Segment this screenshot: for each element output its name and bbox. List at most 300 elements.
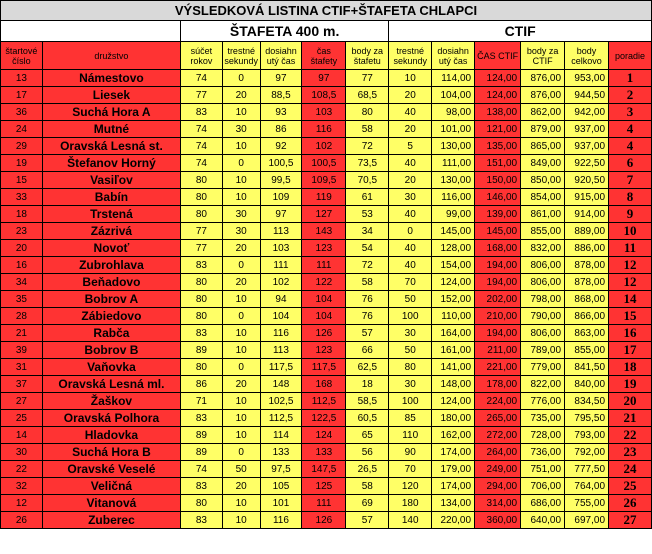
cell-ctif-points: 776,00: [521, 393, 565, 410]
cell-ctif-achieved: 161,00: [432, 342, 475, 359]
cell-age-sum: 89: [181, 444, 223, 461]
cell-team: Oravské Veselé: [42, 461, 180, 478]
cell-relay-time: 104: [302, 291, 346, 308]
cell-relay-points: 58: [346, 478, 389, 495]
cell-team: Vitanová: [42, 495, 180, 512]
cell-ctif-time: 265,00: [475, 410, 521, 427]
cell-relay-time: 122,5: [302, 410, 346, 427]
cell-ctif-time: 121,00: [475, 121, 521, 138]
cell-achieved-time: 113: [260, 342, 302, 359]
cell-rank: 3: [609, 104, 652, 121]
cell-age-sum: 74: [181, 121, 223, 138]
cell-total-points: 793,00: [565, 427, 609, 444]
cell-ctif-points: 798,00: [521, 291, 565, 308]
cell-ctif-penalty: 85: [389, 410, 432, 427]
cell-ctif-penalty: 100: [389, 308, 432, 325]
cell-penalty-seconds: 0: [222, 308, 260, 325]
cell-relay-points: 72: [346, 257, 389, 274]
cell-start-number: 23: [1, 223, 43, 240]
cell-age-sum: 86: [181, 376, 223, 393]
cell-start-number: 30: [1, 444, 43, 461]
table-row: [1, 87, 652, 104]
cell-ctif-points: 806,00: [521, 257, 565, 274]
cell-achieved-time: 101: [260, 495, 302, 512]
cell-achieved-time: 97,5: [260, 461, 302, 478]
cell-ctif-penalty: 50: [389, 342, 432, 359]
cell-age-sum: 80: [181, 189, 223, 206]
cell-relay-points: 62,5: [346, 359, 389, 376]
cell-ctif-points: 879,00: [521, 121, 565, 138]
cell-ctif-time: 249,00: [475, 461, 521, 478]
cell-relay-time: 112,5: [302, 393, 346, 410]
cell-rank: 12: [609, 274, 652, 291]
cell-ctif-penalty: 110: [389, 427, 432, 444]
cell-ctif-penalty: 20: [389, 121, 432, 138]
cell-ctif-penalty: 10: [389, 70, 432, 87]
cell-relay-points: 76: [346, 308, 389, 325]
cell-rank: 24: [609, 461, 652, 478]
cell-relay-points: 72: [346, 138, 389, 155]
cell-ctif-points: 865,00: [521, 138, 565, 155]
table-row: [1, 461, 652, 478]
cell-relay-time: 168: [302, 376, 346, 393]
cell-penalty-seconds: 20: [222, 376, 260, 393]
cell-relay-time: 133: [302, 444, 346, 461]
cell-ctif-time: 202,00: [475, 291, 521, 308]
cell-start-number: 26: [1, 512, 43, 529]
cell-ctif-achieved: 164,00: [432, 325, 475, 342]
cell-penalty-seconds: 10: [222, 393, 260, 410]
cell-age-sum: 83: [181, 478, 223, 495]
cell-start-number: 27: [1, 393, 43, 410]
cell-penalty-seconds: 10: [222, 427, 260, 444]
cell-penalty-seconds: 0: [222, 359, 260, 376]
cell-penalty-seconds: 10: [222, 325, 260, 342]
cell-age-sum: 80: [181, 172, 223, 189]
cell-ctif-achieved: 101,00: [432, 121, 475, 138]
cell-start-number: 24: [1, 121, 43, 138]
cell-relay-time: 126: [302, 512, 346, 529]
cell-team: Mutné: [42, 121, 180, 138]
table-row: [1, 359, 652, 376]
cell-rank: 23: [609, 444, 652, 461]
cell-ctif-penalty: 5: [389, 138, 432, 155]
cell-relay-points: 61: [346, 189, 389, 206]
cell-relay-time: 127: [302, 206, 346, 223]
cell-relay-time: 124: [302, 427, 346, 444]
cell-start-number: 36: [1, 104, 43, 121]
cell-rank: 14: [609, 291, 652, 308]
cell-relay-points: 68,5: [346, 87, 389, 104]
cell-rank: 17: [609, 342, 652, 359]
cell-relay-points: 53: [346, 206, 389, 223]
cell-ctif-points: 806,00: [521, 274, 565, 291]
cell-achieved-time: 103: [260, 240, 302, 257]
header-ctif-penalty: trestné sekundy: [389, 42, 432, 70]
cell-team: Oravská Lesná st.: [42, 138, 180, 155]
cell-age-sum: 77: [181, 240, 223, 257]
cell-team: Suchá Hora B: [42, 444, 180, 461]
cell-age-sum: 83: [181, 410, 223, 427]
table-row: [1, 444, 652, 461]
cell-ctif-achieved: 99,00: [432, 206, 475, 223]
cell-rank: 11: [609, 240, 652, 257]
cell-ctif-achieved: 141,00: [432, 359, 475, 376]
cell-ctif-penalty: 30: [389, 189, 432, 206]
cell-ctif-points: 849,00: [521, 155, 565, 172]
cell-ctif-points: 790,00: [521, 308, 565, 325]
cell-ctif-achieved: 116,00: [432, 189, 475, 206]
cell-ctif-points: 861,00: [521, 206, 565, 223]
table-row: [1, 393, 652, 410]
table-row: [1, 274, 652, 291]
cell-achieved-time: 116: [260, 325, 302, 342]
cell-start-number: 18: [1, 206, 43, 223]
cell-age-sum: 83: [181, 512, 223, 529]
cell-age-sum: 89: [181, 342, 223, 359]
cell-relay-time: 103: [302, 104, 346, 121]
cell-ctif-time: 124,00: [475, 70, 521, 87]
cell-start-number: 22: [1, 461, 43, 478]
cell-age-sum: 80: [181, 291, 223, 308]
cell-start-number: 28: [1, 308, 43, 325]
table-row: [1, 70, 652, 87]
cell-total-points: 953,00: [565, 70, 609, 87]
cell-achieved-time: 105: [260, 478, 302, 495]
cell-penalty-seconds: 10: [222, 172, 260, 189]
cell-rank: 16: [609, 325, 652, 342]
header-penalty-seconds: trestné sekundy: [222, 42, 260, 70]
cell-age-sum: 80: [181, 274, 223, 291]
header-relay-points: body za štafetu: [346, 42, 389, 70]
cell-rank: 26: [609, 495, 652, 512]
cell-achieved-time: 99,5: [260, 172, 302, 189]
cell-ctif-points: 806,00: [521, 325, 565, 342]
cell-penalty-seconds: 20: [222, 87, 260, 104]
cell-team: Zuberec: [42, 512, 180, 529]
cell-ctif-time: 150,00: [475, 172, 521, 189]
cell-ctif-time: 194,00: [475, 257, 521, 274]
cell-ctif-achieved: 130,00: [432, 172, 475, 189]
cell-rank: 15: [609, 308, 652, 325]
group-spacer: [1, 21, 181, 42]
cell-relay-time: 123: [302, 342, 346, 359]
cell-ctif-time: 146,00: [475, 189, 521, 206]
cell-team: Beňadovo: [42, 274, 180, 291]
cell-penalty-seconds: 50: [222, 461, 260, 478]
cell-relay-time: 108,5: [302, 87, 346, 104]
header-ctif-achieved: dosiahn utý čas: [432, 42, 475, 70]
cell-relay-time: 102: [302, 138, 346, 155]
table-row: [1, 512, 652, 529]
cell-ctif-time: 194,00: [475, 274, 521, 291]
table-row: [1, 410, 652, 427]
cell-ctif-time: 264,00: [475, 444, 521, 461]
cell-ctif-penalty: 40: [389, 206, 432, 223]
cell-achieved-time: 112,5: [260, 410, 302, 427]
cell-ctif-penalty: 140: [389, 512, 432, 529]
cell-ctif-points: 862,00: [521, 104, 565, 121]
cell-rank: 22: [609, 427, 652, 444]
cell-ctif-time: 360,00: [475, 512, 521, 529]
cell-age-sum: 74: [181, 138, 223, 155]
cell-achieved-time: 133: [260, 444, 302, 461]
cell-rank: 1: [609, 70, 652, 87]
cell-ctif-achieved: 154,00: [432, 257, 475, 274]
cell-achieved-time: 102: [260, 274, 302, 291]
cell-team: Suchá Hora A: [42, 104, 180, 121]
cell-achieved-time: 97: [260, 206, 302, 223]
cell-ctif-time: 221,00: [475, 359, 521, 376]
cell-ctif-penalty: 20: [389, 87, 432, 104]
cell-ctif-time: 178,00: [475, 376, 521, 393]
cell-age-sum: 80: [181, 308, 223, 325]
cell-ctif-penalty: 90: [389, 444, 432, 461]
table-row: [1, 138, 652, 155]
cell-penalty-seconds: 10: [222, 495, 260, 512]
table-row: [1, 121, 652, 138]
cell-start-number: 35: [1, 291, 43, 308]
cell-ctif-time: 194,00: [475, 325, 521, 342]
cell-total-points: 764,00: [565, 478, 609, 495]
cell-relay-points: 76: [346, 291, 389, 308]
cell-penalty-seconds: 30: [222, 223, 260, 240]
cell-total-points: 878,00: [565, 257, 609, 274]
cell-team: Zubrohlava: [42, 257, 180, 274]
cell-total-points: 841,50: [565, 359, 609, 376]
cell-ctif-achieved: 130,00: [432, 138, 475, 155]
cell-penalty-seconds: 10: [222, 138, 260, 155]
cell-ctif-points: 822,00: [521, 376, 565, 393]
cell-start-number: 25: [1, 410, 43, 427]
table-row: [1, 104, 652, 121]
cell-rank: 27: [609, 512, 652, 529]
cell-relay-points: 80: [346, 104, 389, 121]
cell-relay-time: 117,5: [302, 359, 346, 376]
cell-achieved-time: 86: [260, 121, 302, 138]
cell-ctif-achieved: 124,00: [432, 393, 475, 410]
cell-achieved-time: 97: [260, 70, 302, 87]
cell-relay-points: 65: [346, 427, 389, 444]
cell-relay-time: 122: [302, 274, 346, 291]
table-row: [1, 427, 652, 444]
cell-relay-time: 123: [302, 240, 346, 257]
cell-penalty-seconds: 20: [222, 478, 260, 495]
cell-rank: 7: [609, 172, 652, 189]
cell-age-sum: 74: [181, 461, 223, 478]
cell-age-sum: 83: [181, 104, 223, 121]
cell-total-points: 886,00: [565, 240, 609, 257]
cell-start-number: 39: [1, 342, 43, 359]
cell-total-points: 755,00: [565, 495, 609, 512]
cell-penalty-seconds: 0: [222, 444, 260, 461]
cell-relay-points: 34: [346, 223, 389, 240]
cell-ctif-penalty: 40: [389, 240, 432, 257]
cell-ctif-penalty: 70: [389, 461, 432, 478]
cell-relay-points: 73,5: [346, 155, 389, 172]
cell-team: Veličná: [42, 478, 180, 495]
cell-rank: 4: [609, 121, 652, 138]
table-row: [1, 189, 652, 206]
group-header-ctif: CTIF: [389, 21, 652, 42]
cell-rank: 19: [609, 376, 652, 393]
cell-ctif-points: 789,00: [521, 342, 565, 359]
cell-relay-time: 147,5: [302, 461, 346, 478]
cell-penalty-seconds: 10: [222, 342, 260, 359]
cell-total-points: 697,00: [565, 512, 609, 529]
cell-ctif-achieved: 110,00: [432, 308, 475, 325]
cell-team: Bobrov B: [42, 342, 180, 359]
cell-rank: 6: [609, 155, 652, 172]
cell-rank: 10: [609, 223, 652, 240]
cell-relay-points: 58: [346, 121, 389, 138]
cell-total-points: 840,00: [565, 376, 609, 393]
cell-start-number: 37: [1, 376, 43, 393]
header-total-points: body celkovo: [565, 42, 609, 70]
cell-ctif-points: 728,00: [521, 427, 565, 444]
cell-ctif-penalty: 30: [389, 325, 432, 342]
cell-achieved-time: 109: [260, 189, 302, 206]
cell-ctif-time: 168,00: [475, 240, 521, 257]
cell-start-number: 21: [1, 325, 43, 342]
table-row: [1, 308, 652, 325]
cell-total-points: 866,00: [565, 308, 609, 325]
cell-ctif-achieved: 179,00: [432, 461, 475, 478]
cell-age-sum: 83: [181, 325, 223, 342]
cell-ctif-penalty: 0: [389, 223, 432, 240]
cell-age-sum: 71: [181, 393, 223, 410]
cell-total-points: 922,50: [565, 155, 609, 172]
cell-total-points: 937,00: [565, 138, 609, 155]
cell-ctif-points: 850,00: [521, 172, 565, 189]
cell-relay-points: 18: [346, 376, 389, 393]
cell-ctif-penalty: 50: [389, 291, 432, 308]
cell-relay-points: 66: [346, 342, 389, 359]
cell-achieved-time: 116: [260, 512, 302, 529]
cell-total-points: 878,00: [565, 274, 609, 291]
cell-ctif-points: 832,00: [521, 240, 565, 257]
cell-penalty-seconds: 0: [222, 70, 260, 87]
cell-relay-points: 58: [346, 274, 389, 291]
cell-relay-points: 26,5: [346, 461, 389, 478]
cell-total-points: 889,00: [565, 223, 609, 240]
cell-total-points: 795,50: [565, 410, 609, 427]
cell-total-points: 920,50: [565, 172, 609, 189]
cell-relay-points: 70,5: [346, 172, 389, 189]
cell-ctif-points: 735,00: [521, 410, 565, 427]
cell-ctif-penalty: 40: [389, 257, 432, 274]
cell-relay-points: 57: [346, 512, 389, 529]
cell-team: Štefanov Horný: [42, 155, 180, 172]
cell-team: Žaškov: [42, 393, 180, 410]
cell-ctif-points: 876,00: [521, 87, 565, 104]
cell-team: Námestovo: [42, 70, 180, 87]
cell-ctif-time: 210,00: [475, 308, 521, 325]
table-row: [1, 495, 652, 512]
cell-relay-points: 77: [346, 70, 389, 87]
cell-relay-time: 126: [302, 325, 346, 342]
table-row: [1, 240, 652, 257]
cell-ctif-time: 151,00: [475, 155, 521, 172]
cell-team: Oravská Polhora: [42, 410, 180, 427]
header-rank: poradie: [609, 42, 652, 70]
cell-ctif-points: 706,00: [521, 478, 565, 495]
cell-ctif-penalty: 120: [389, 478, 432, 495]
cell-age-sum: 80: [181, 359, 223, 376]
cell-ctif-penalty: 100: [389, 393, 432, 410]
table-row: [1, 478, 652, 495]
cell-ctif-achieved: 111,00: [432, 155, 475, 172]
table-row: [1, 257, 652, 274]
cell-penalty-seconds: 10: [222, 104, 260, 121]
cell-ctif-achieved: 104,00: [432, 87, 475, 104]
cell-rank: 8: [609, 189, 652, 206]
cell-achieved-time: 94: [260, 291, 302, 308]
cell-team: Trstená: [42, 206, 180, 223]
cell-total-points: 942,00: [565, 104, 609, 121]
header-ctif-points: body za CTIF: [521, 42, 565, 70]
cell-ctif-penalty: 80: [389, 359, 432, 376]
cell-achieved-time: 114: [260, 427, 302, 444]
cell-start-number: 15: [1, 172, 43, 189]
cell-relay-time: 116: [302, 121, 346, 138]
cell-relay-time: 119: [302, 189, 346, 206]
cell-relay-time: 100,5: [302, 155, 346, 172]
cell-start-number: 31: [1, 359, 43, 376]
cell-relay-time: 143: [302, 223, 346, 240]
cell-age-sum: 77: [181, 87, 223, 104]
cell-achieved-time: 148: [260, 376, 302, 393]
cell-ctif-points: 779,00: [521, 359, 565, 376]
cell-team: Vasiľov: [42, 172, 180, 189]
cell-rank: 12: [609, 257, 652, 274]
cell-rank: 2: [609, 87, 652, 104]
cell-ctif-achieved: 180,00: [432, 410, 475, 427]
cell-team: Babín: [42, 189, 180, 206]
cell-achieved-time: 100,5: [260, 155, 302, 172]
cell-ctif-penalty: 40: [389, 104, 432, 121]
cell-ctif-penalty: 30: [389, 376, 432, 393]
cell-team: Hladovka: [42, 427, 180, 444]
cell-ctif-points: 876,00: [521, 70, 565, 87]
cell-ctif-penalty: 40: [389, 155, 432, 172]
cell-start-number: 29: [1, 138, 43, 155]
cell-ctif-achieved: 124,00: [432, 274, 475, 291]
cell-team: Novoť: [42, 240, 180, 257]
cell-ctif-achieved: 162,00: [432, 427, 475, 444]
cell-age-sum: 77: [181, 223, 223, 240]
header-age-sum: súčet rokov: [181, 42, 223, 70]
cell-achieved-time: 117,5: [260, 359, 302, 376]
table-row: [1, 325, 652, 342]
cell-relay-points: 69: [346, 495, 389, 512]
cell-total-points: 792,00: [565, 444, 609, 461]
cell-rank: 9: [609, 206, 652, 223]
cell-penalty-seconds: 30: [222, 121, 260, 138]
cell-achieved-time: 113: [260, 223, 302, 240]
header-start-number: štartové číslo: [1, 42, 43, 70]
cell-ctif-time: 138,00: [475, 104, 521, 121]
cell-relay-points: 57: [346, 325, 389, 342]
cell-ctif-achieved: 114,00: [432, 70, 475, 87]
cell-ctif-penalty: 70: [389, 274, 432, 291]
cell-rank: 25: [609, 478, 652, 495]
cell-achieved-time: 102,5: [260, 393, 302, 410]
cell-achieved-time: 111: [260, 257, 302, 274]
cell-ctif-achieved: 220,00: [432, 512, 475, 529]
cell-start-number: 14: [1, 427, 43, 444]
table-row: [1, 206, 652, 223]
